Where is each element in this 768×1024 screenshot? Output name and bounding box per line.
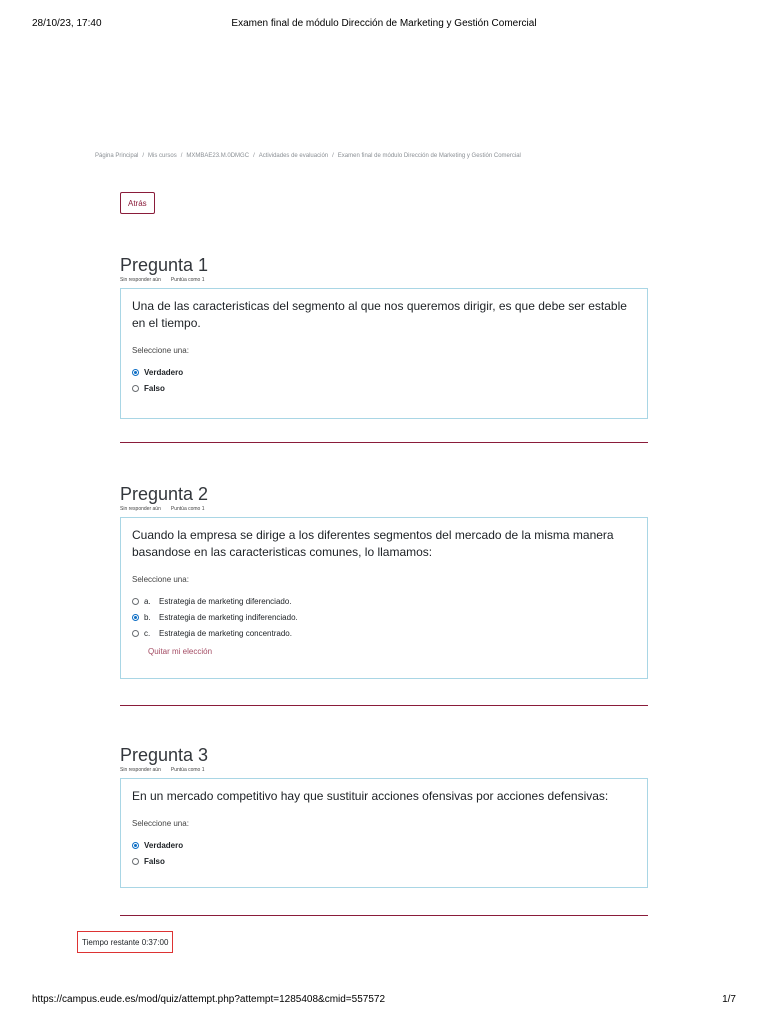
question-points: Puntúa como 1 — [170, 506, 205, 512]
question-prompt: Seleccione una: — [132, 575, 189, 584]
question-meta — [120, 767, 648, 774]
option-b[interactable] — [132, 609, 636, 625]
question-text: Una de las caracteristicas del segmento al que nos queremos dirigir, es que debe ser estable en el tiempo. — [132, 299, 627, 330]
option-true[interactable] — [132, 364, 636, 380]
print-url: https://campus.eude.es/mod/quiz/attempt.php?attempt=1285408&cmid=557572 — [32, 994, 386, 1005]
print-title: Examen final de módulo Dirección de Marketing y Gestión Comercial — [231, 18, 537, 29]
question-prompt: Seleccione una: — [132, 346, 189, 355]
question-status: Sin responder aún — [120, 277, 161, 283]
radio-icon[interactable] — [132, 385, 139, 392]
option-label: Verdadero — [144, 367, 184, 377]
option-letter: a. — [144, 596, 151, 606]
radio-icon[interactable] — [132, 630, 139, 637]
breadcrumb-my-courses[interactable]: Mis cursos — [148, 153, 177, 159]
question-prompt: Seleccione una: — [132, 819, 189, 828]
radio-icon[interactable] — [132, 598, 139, 605]
breadcrumb-separator: / — [332, 153, 334, 159]
option-false[interactable] — [132, 380, 636, 396]
radio-icon[interactable] — [132, 858, 139, 865]
question-status: Sin responder aún — [120, 506, 161, 512]
time-remaining: Tiempo restante 0:37:00 — [77, 931, 173, 953]
option-label: Falso — [144, 383, 165, 393]
question-divider — [120, 705, 648, 706]
answer-options — [132, 593, 636, 641]
question-box — [120, 778, 648, 888]
question-meta — [120, 277, 648, 284]
option-label: Verdadero — [144, 840, 184, 850]
breadcrumb-course[interactable]: MXMBAE23.M.0DMGC — [186, 153, 250, 159]
question-divider — [120, 442, 648, 443]
option-a[interactable] — [132, 593, 636, 609]
question-points: Puntúa como 1 — [170, 767, 205, 773]
option-letter: c. — [144, 628, 151, 638]
option-label: Estrategia de marketing diferenciado. — [159, 596, 292, 606]
breadcrumb-home[interactable]: Página Principal — [95, 153, 139, 159]
breadcrumb-separator: / — [253, 153, 255, 159]
question-text: Cuando la empresa se dirige a los diferentes segmentos del mercado de la misma manera basandose en las caracteristicas comunes, lo llamamos: — [132, 528, 614, 559]
option-true[interactable] — [132, 837, 636, 853]
question-3 — [120, 745, 648, 888]
breadcrumb-separator: / — [180, 153, 183, 159]
question-text: En un mercado competitivo hay que sustituir acciones ofensivas por acciones defensivas: — [132, 789, 609, 803]
question-2 — [120, 484, 648, 679]
clear-choice-link[interactable]: Quitar mi elección — [148, 647, 213, 656]
option-letter: b. — [144, 612, 151, 622]
question-1 — [120, 255, 648, 419]
print-date: 28/10/23, 17:40 — [32, 18, 102, 29]
question-points: Puntúa como 1 — [170, 277, 205, 283]
back-button[interactable]: Atrás — [120, 192, 155, 214]
breadcrumb — [95, 153, 521, 159]
radio-selected-icon[interactable] — [132, 614, 139, 621]
question-title: Pregunta 2 — [120, 484, 209, 504]
print-page-number: 1/7 — [722, 994, 736, 1005]
radio-selected-icon[interactable] — [132, 842, 139, 849]
breadcrumb-quiz[interactable]: Examen final de módulo Dirección de Marketing y Gestión Comercial — [337, 153, 521, 159]
question-title: Pregunta 1 — [120, 255, 209, 275]
option-c[interactable] — [132, 625, 636, 641]
question-meta — [120, 506, 648, 513]
option-false[interactable] — [132, 853, 636, 869]
breadcrumb-separator: / — [142, 153, 145, 159]
radio-selected-icon[interactable] — [132, 369, 139, 376]
option-label: Falso — [144, 856, 165, 866]
option-label: Estrategia de marketing concentrado. — [159, 628, 292, 638]
question-divider — [120, 915, 648, 916]
question-box — [120, 288, 648, 419]
question-box — [120, 517, 648, 679]
answer-options — [132, 364, 636, 396]
question-status: Sin responder aún — [120, 767, 161, 773]
option-label: Estrategia de marketing indiferenciado. — [159, 612, 298, 622]
question-title: Pregunta 3 — [120, 745, 209, 765]
breadcrumb-section[interactable]: Actividades de evaluación — [258, 153, 329, 159]
answer-options — [132, 837, 636, 869]
